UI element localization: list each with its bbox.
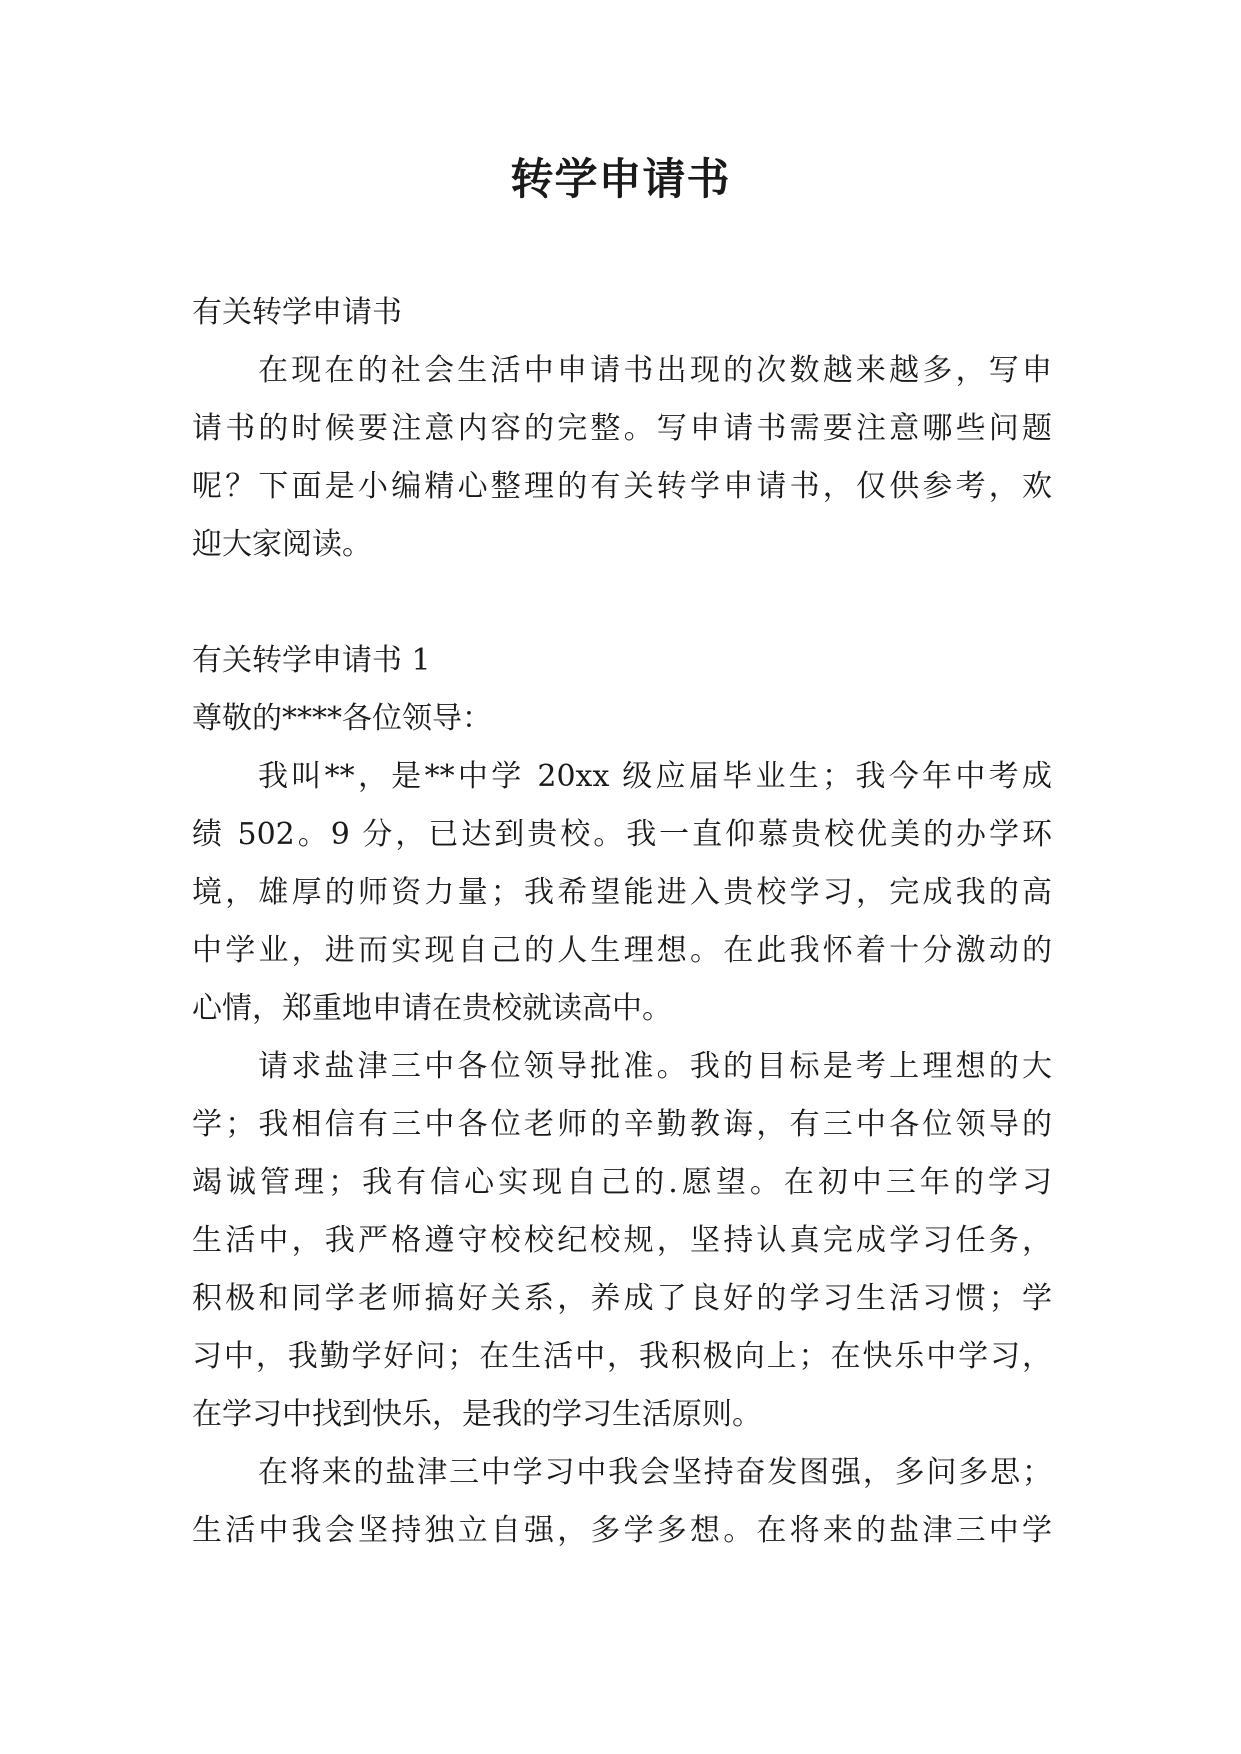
salutation: 尊敬的****各位领导： [192,701,492,736]
paragraph-line: 习中，我勤学好问；在生活中，我积极向上；在快乐中学习， [192,1339,1052,1374]
paragraph-line: 生活中我会坚持独立自强，多学多想。在将来的盐津三中学 [192,1513,1052,1548]
section-heading: 有关转学申请书 [192,295,402,330]
paragraph-line: 中学业，进而实现自己的人生理想。在此我怀着十分激动的 [192,933,1052,968]
paragraph-line: 在现在的社会生活中申请书出现的次数越来越多，写申 [258,353,1052,388]
document-body [192,284,1052,1560]
paragraph-line: 请书的时候要注意内容的完整。写申请书需要注意哪些问题 [192,411,1052,446]
paragraph-line: 境，雄厚的师资力量；我希望能进入贵校学习，完成我的高 [192,875,1052,910]
paragraph-line: 请求盐津三中各位领导批准。我的目标是考上理想的大 [258,1049,1052,1084]
paragraph-line: 学；我相信有三中各位老师的辛勤教诲，有三中各位领导的 [192,1107,1052,1142]
paragraph-line: 心情，郑重地申请在贵校就读高中。 [192,991,672,1026]
body-paragraph-2 [192,1038,1052,1444]
blank-line [192,574,1052,632]
intro-paragraph [192,342,1052,574]
paragraph-line: 积极和同学老师搞好关系，养成了良好的学习生活习惯；学 [192,1281,1052,1316]
body-paragraph-3 [192,1444,1052,1560]
section-heading: 有关转学申请书 1 [192,643,431,678]
paragraph-line: 迎大家阅读。 [192,527,372,562]
paragraph-line: 呢？下面是小编精心整理的有关转学申请书，仅供参考，欢 [192,469,1052,504]
paragraph-line: 在学习中找到快乐，是我的学习生活原则。 [192,1397,762,1432]
paragraph-line: 生活中，我严格遵守校校纪校规，坚持认真完成学习任务， [192,1223,1052,1258]
document-title: 转学申请书 [510,155,731,205]
paragraph-line: 竭诚管理；我有信心实现自己的.愿望。在初中三年的学习 [192,1165,1052,1200]
paragraph-line: 我叫**，是**中学 20xx 级应届毕业生；我今年中考成 [258,759,1052,794]
paragraph-line: 在将来的盐津三中学习中我会坚持奋发图强，多问多思； [258,1455,1052,1490]
paragraph-line: 绩 502。9 分，已达到贵校。我一直仰慕贵校优美的办学环 [192,817,1052,852]
body-paragraph-1 [192,748,1052,1038]
